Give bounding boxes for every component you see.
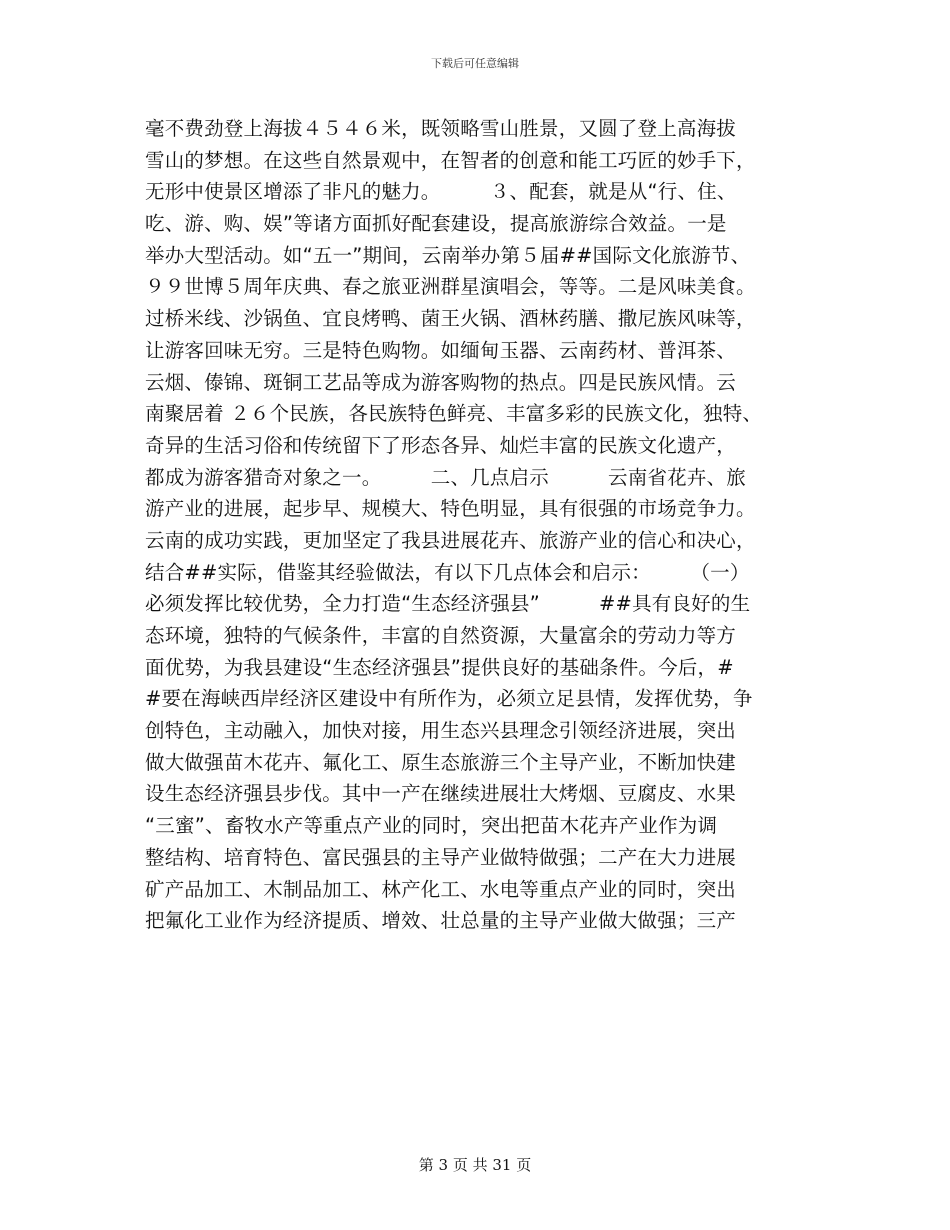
text-line: 结合##实际，借鉴其经验做法，有以下几点体会和启示： （一）	[145, 560, 750, 584]
text-line: 态环境，独特的气候条件，丰富的自然资源，大量富余的劳动力等方	[145, 624, 737, 647]
text-line: 矿产品加工、木制品加工、林产化工、水电等重点产业的同时，突出	[145, 877, 737, 901]
text-line: 整结构、培育特色、富民强县的主导产业做特做强；二产在大力进展	[145, 845, 737, 869]
text-line: 过桥米线、沙锅鱼、宜良烤鸭、菌王火锅、酒林药膳、撒尼族风味等，	[145, 307, 756, 331]
text-line: 创特色，主动融入，加快对接，用生态兴县理念引领经济进展，突出	[145, 719, 737, 743]
text-line: 云烟、傣锦、斑铜工艺品等成为游客购物的热点。四是民族风情。云	[145, 370, 737, 394]
text-line: 让游客回味无穷。三是特色购物。如缅甸玉器、云南药材、普洱茶、	[145, 338, 737, 362]
text-line: 必须发挥比较优势，全力打造“生态经济强县” ##具有良好的生	[145, 592, 751, 616]
text-line: 无形中使景区增添了非凡的魅力。 ３、配套，就是从“行、住、	[145, 180, 737, 204]
text-line: “三蜜”、畜牧水产等重点产业的同时，突出把苗木花卉产业作为调	[145, 814, 718, 838]
text-line: 举办大型活动。如“五一”期间，云南举办第５届##国际文化旅游节、	[145, 243, 751, 267]
page-header: 下载后可任意编辑	[431, 57, 519, 70]
text-line: 南聚居着 ２６个民族，各民族特色鲜亮、丰富多彩的民族文化，独特、	[145, 402, 763, 426]
text-line: 面优势，为我县建设“生态经济强县”提供良好的基础条件。今后，#	[145, 655, 734, 679]
text-line: 毫不费劲登上海拔４５４６米，既领略雪山胜景，又圆了登上高海拔	[145, 117, 737, 140]
text-line: 把氟化工业作为经济提质、增效、壮总量的主导产业做大做强；三产	[145, 909, 737, 933]
text-line: 游产业的进展，起步早、规模大、特色明显，具有很强的市场竞争力。	[145, 497, 756, 521]
text-line: 做大做强苗木花卉、氟化工、原生态旅游三个主导产业，不断加快建	[145, 750, 737, 774]
text-line: 云南的成功实践，更加坚定了我县进展花卉、旅游产业的信心和决心，	[145, 528, 756, 552]
text-line: 雪山的梦想。在这些自然景观中，在智者的创意和能工巧匠的妙手下，	[145, 148, 756, 172]
text-line: 吃、游、购、娱”等诸方面抓好配套建设，提高旅游综合效益。一是	[145, 212, 727, 236]
page-footer: 第 3 页 共 31 页	[418, 1156, 532, 1174]
text-line: ９９世博５周年庆典、春之旅亚洲群星演唱会，等等。二是风味美食。	[145, 275, 756, 299]
text-line: #要在海峡西岸经济区建设中有所作为，必须立足县情，发挥优势，争	[145, 687, 753, 711]
text-line: 设生态经济强县步伐。其中一产在继续进展壮大烤烟、豆腐皮、水果	[145, 782, 737, 806]
text-line: 都成为游客猎奇对象之一。 二、几点启示 云南省花卉、旅	[145, 465, 746, 489]
text-line: 奇异的生活习俗和传统留下了形态各异、灿烂丰富的民族文化遗产，	[145, 433, 737, 457]
body-text	[145, 113, 825, 937]
